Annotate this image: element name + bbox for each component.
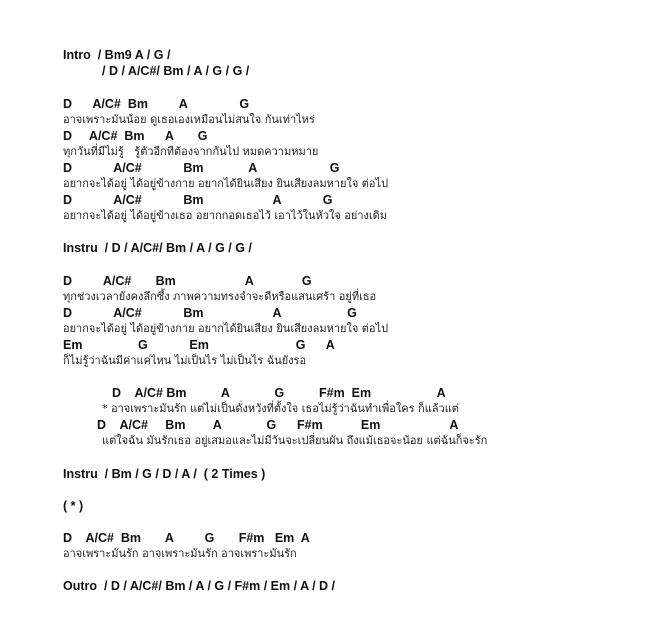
- intro-line: Intro / Bm9 A / G /: [63, 48, 171, 62]
- chord-line: Em G Em G A: [63, 338, 335, 352]
- chord-line: D A/C# Bm A G: [63, 306, 357, 320]
- lyric-line: ก็ไม่รู้ว่าฉันมีค่าแค่ไหน ไม่เป็นไร ไม่เป็นไร ฉันยังรอ: [63, 354, 307, 367]
- chord-line: D A/C# Bm A G: [63, 161, 340, 175]
- chord-line: D A/C# Bm A G F#m Em A: [63, 531, 310, 545]
- lyric-line: ทุกวันที่มีไม่รู้ รู้ตัวอีกทีต้องจากกันไป หมดความหมาย: [63, 145, 319, 158]
- lyric-line: ทุกช่วงเวลายังคงลึกซึ้ง ภาพความทรงจำจะดีหรือแสนเศร้า อยู่ที่เธอ: [63, 290, 377, 303]
- instrumental-line: Instru / D / A/C#/ Bm / A / G / G /: [63, 241, 252, 255]
- chord-line: D A/C# Bm A G: [63, 97, 250, 111]
- chord-line: D A/C# Bm A G: [63, 129, 208, 143]
- instrumental-line-2: Instru / Bm / G / D / A / ( 2 Times ): [63, 467, 266, 481]
- chorus-lyric-line: แต่ใจฉัน มันรักเธอ อยู่เสมอและไม่มีวันจะเปลี่ยนผัน ถึงแม้เธอจะน้อย แต่ฉันก็จะรัก: [102, 434, 488, 447]
- chorus-chord-line: D A/C# Bm A G F#m Em A: [112, 386, 446, 400]
- chorus-chord-line: D A/C# Bm A G F#m Em A: [97, 418, 459, 432]
- lyric-line: อยากจะได้อยู่ ได้อยู่ข้างกาย อยากได้ยินเสียง ยินเสียงลมหายใจ ต่อไป: [63, 322, 389, 335]
- chorus-lyric-line: * อาจเพราะมันรัก แต่ไม่เป็นดั่งหวังที่ตั้งใจ เธอไม่รู้ว่าฉันทำเพื่อใคร ก็แล้วแต่: [102, 402, 459, 415]
- outro-line: Outro / D / A/C#/ Bm / A / G / F#m / Em / A / D /: [63, 579, 336, 593]
- lyric-line: อาจเพราะมันน้อย ดูเธอเองเหมือนไม่สนใจ กันเท่าไหร่: [63, 113, 315, 126]
- lyric-line: อาจเพราะมันรัก อาจเพราะมันรัก อาจเพราะมันรัก: [63, 547, 297, 560]
- chord-line: D A/C# Bm A G: [63, 193, 333, 207]
- lyric-line: อยากจะได้อยู่ ได้อยู่ข้างเธอ อยากกอดเธอไว้ เอาไว้ในหัวใจ อย่างเดิม: [63, 209, 388, 222]
- chorus-repeat-marker: ( * ): [63, 499, 84, 513]
- lyric-line: อยากจะได้อยู่ ได้อยู่ข้างกาย อยากได้ยินเสียง ยินเสียงลมหายใจ ต่อไป: [63, 177, 389, 190]
- intro-line-2: / D / A/C#/ Bm / A / G / G /: [102, 64, 250, 78]
- chord-line: D A/C# Bm A G: [63, 274, 312, 288]
